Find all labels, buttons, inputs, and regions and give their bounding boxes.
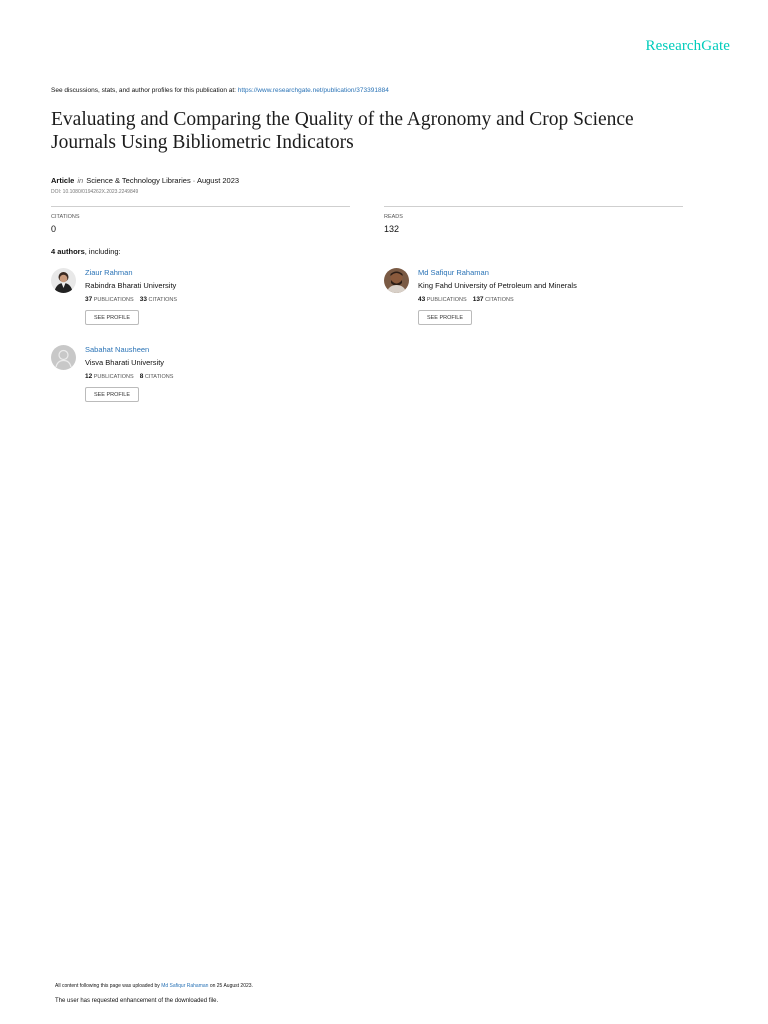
citations-count: 137 [472,296,484,303]
upload-note [55,983,253,989]
photo-avatar-icon[interactable] [51,268,76,293]
enhancement-note: The user has requested enhancement of the downloaded file. [55,998,219,1004]
publications-count: 37 [85,296,93,303]
authors-count: 4 authors [51,247,85,256]
see-profile-button[interactable]: SEE PROFILE [85,387,139,402]
publications-label: PUBLICATIONS [93,297,134,303]
publications-label: PUBLICATIONS [93,374,134,380]
author-counts [418,296,514,303]
article-title [51,108,711,154]
researchgate-logo[interactable]: ResearchGate [645,38,730,54]
article-meta [51,176,239,185]
placeholder-avatar-icon[interactable] [51,345,76,370]
see-profile-button[interactable]: SEE PROFILE [85,310,139,325]
photo-avatar-icon[interactable] [384,268,409,293]
article-type: Article [51,176,75,185]
upload-note-suffix: on 25 August 2023. [208,983,253,989]
author-institution: Rabindra Bharati University [85,281,177,290]
citations-stat [51,206,350,234]
author-counts [85,373,173,380]
authors-heading [51,247,121,256]
see-profile-button[interactable]: SEE PROFILE [418,310,472,325]
citations-label: CITATIONS [144,374,174,380]
discussion-prefix: See discussions, stats, and author profiles for this publication at: [51,87,238,94]
publications-label: PUBLICATIONS [426,297,467,303]
discussion-line [51,87,389,94]
citations-label: CITATIONS [485,297,514,303]
publications-count: 12 [85,373,93,380]
reads-value: 132 [384,224,400,234]
upload-note-prefix: All content following this page was uploaded by [55,983,162,989]
citations-label: CITATIONS [148,297,177,303]
article-title-line1: Evaluating and Comparing the Quality of the Agronomy and Crop Science [51,109,634,130]
uploader-link[interactable]: Md Safiqur Rahaman [161,983,209,989]
author-name-link[interactable]: Md Safiqur Rahaman [418,268,489,277]
article-title-line2: Journals Using Bibliometric Indicators [51,132,354,153]
citations-count: 33 [139,296,147,303]
author-card [51,268,351,338]
article-doi: DOI: 10.1080/0194262X.2023.2249849 [51,189,139,195]
in-word: in [77,176,84,185]
author-institution: Visva Bharati University [85,358,165,367]
author-name-link[interactable]: Sabahat Nausheen [85,345,150,354]
citations-label: CITATIONS [51,214,80,220]
article-venue-date: Science & Technology Libraries · August 2023 [86,176,240,185]
author-institution: King Fahd University of Petroleum and Minerals [418,281,577,290]
reads-stat [384,206,683,234]
citations-count: 8 [139,373,144,380]
authors-suffix: , including: [84,247,121,256]
author-card [51,345,351,415]
author-name-link[interactable]: Ziaur Rahman [85,268,133,277]
reads-label: READS [384,214,403,220]
author-card [384,268,684,338]
author-counts [85,296,177,303]
citations-value: 0 [51,224,57,234]
publications-count: 43 [418,296,426,303]
publication-link[interactable]: https://www.researchgate.net/publication/373391884 [237,87,389,94]
